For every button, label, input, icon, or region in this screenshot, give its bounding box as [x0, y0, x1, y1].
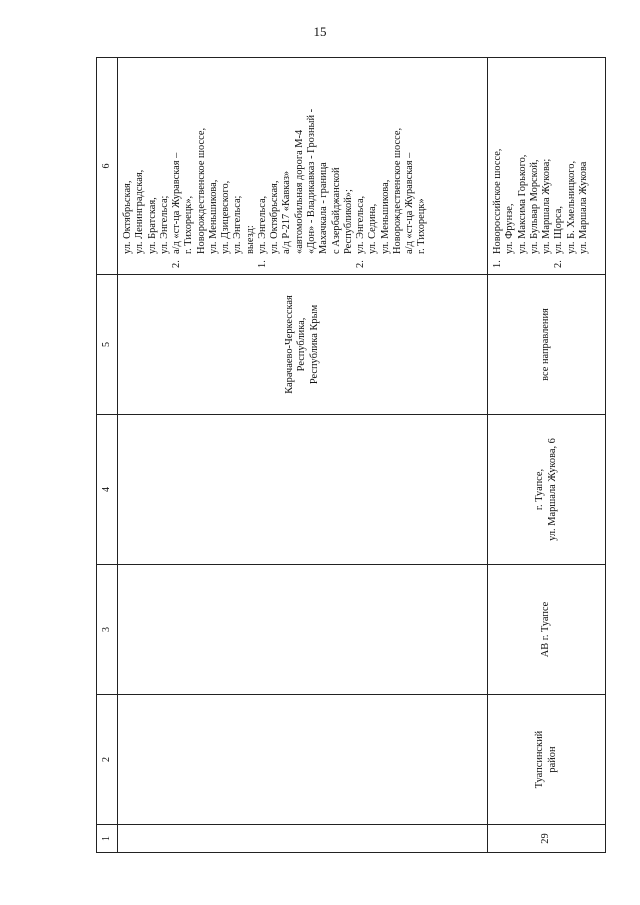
table-container	[96, 58, 601, 853]
route-item-number	[147, 254, 159, 268]
cell-row-a-col2	[118, 695, 488, 825]
address-line: ул. Маршала Жукова, 6	[546, 438, 558, 541]
route-item-text: ул. Энгельса;	[158, 195, 170, 254]
route-line	[553, 64, 565, 268]
table-row-continuation	[118, 58, 488, 853]
route-line	[220, 64, 232, 268]
route-line	[367, 64, 379, 268]
route-line	[380, 64, 392, 268]
cell-bus-station: АВ г. Туапсе	[488, 565, 606, 695]
route-line	[269, 64, 281, 268]
route-item-text: ул. Маршала Жукова	[577, 161, 589, 254]
route-item-number	[529, 254, 541, 268]
route-item-text: Новороссийское шоссе,	[492, 148, 503, 254]
route-item-number	[306, 254, 318, 268]
page-number: 15	[313, 24, 327, 39]
route-item-text: ул. Бульвар Морской,	[528, 159, 540, 254]
route-line	[504, 64, 516, 268]
route-item-text: ул. Октябрьская,	[122, 180, 133, 254]
route-item-text: ул. Меньшикова,	[379, 179, 391, 254]
route-line	[281, 64, 293, 268]
route-line	[171, 64, 183, 268]
column-number-6: 6	[97, 58, 118, 275]
routes-table	[96, 57, 606, 853]
route-item-text: а/д «ст-ца Журавская –	[404, 152, 416, 254]
route-line	[566, 64, 578, 268]
route-item-number: 2.	[171, 260, 183, 268]
directions-line: Карачаево-Черкесская	[284, 295, 296, 394]
address-line: г. Туапсе,	[534, 468, 546, 511]
route-line	[578, 64, 590, 268]
cell-directions: все направления	[488, 275, 606, 415]
cell-address	[488, 415, 606, 565]
route-line	[257, 64, 269, 268]
route-item-number	[331, 254, 343, 268]
route-item-number	[367, 254, 379, 268]
column-number-3: 3	[97, 565, 118, 695]
route-line	[416, 64, 428, 268]
route-item-number	[281, 254, 293, 268]
route-section-label	[245, 64, 257, 268]
route-item-text: ул. Октябрьская,	[269, 180, 281, 254]
cell-row-number: 29	[488, 825, 606, 853]
route-item-number	[566, 254, 578, 268]
cell-row-a-route	[118, 58, 488, 275]
column-number-row	[97, 58, 118, 853]
route-item-text: а/д «ст-ца Журавская –	[171, 152, 183, 254]
route-item-text: ул. Маршала Жукова;	[541, 158, 553, 254]
route-item-number	[208, 254, 220, 268]
route-line	[355, 64, 367, 268]
route-item-text: ул. Максима Горького,	[516, 154, 528, 254]
route-line	[134, 64, 146, 268]
route-item-number	[504, 254, 516, 268]
route-item-number: 2.	[355, 260, 367, 268]
route-item-number	[220, 254, 232, 268]
route-line	[196, 64, 208, 268]
column-number-4: 4	[97, 415, 118, 565]
directions-line: Республика Крым	[308, 304, 320, 385]
route-line	[183, 64, 195, 268]
route-item-number	[183, 254, 195, 268]
route-item-number	[196, 254, 208, 268]
route-item-number	[343, 254, 355, 268]
route-item-text: выезд:	[244, 225, 256, 254]
directions-line: Республика,	[296, 317, 308, 372]
route-line	[147, 64, 159, 268]
route-item-number	[134, 254, 146, 268]
route-item-text: Новорождественское шоссе,	[391, 127, 403, 254]
route-item-text: ул. Седина,	[367, 203, 379, 254]
route-line	[492, 64, 504, 268]
route-item-number	[578, 254, 590, 268]
rotated-table-frame	[96, 58, 601, 853]
route-item-text: с Азербайджанской	[330, 167, 342, 254]
route-item-number	[294, 254, 306, 268]
route-item-number	[380, 254, 392, 268]
column-number-2: 2	[97, 695, 118, 825]
route-item-text: «автомобильная дорога М-4	[293, 129, 305, 254]
route-item-number: 2.	[553, 260, 565, 268]
route-line	[232, 64, 244, 268]
route-item-text: ул. Меньшикова,	[207, 179, 219, 254]
route-item-text: Новорождественское шоссе,	[195, 127, 207, 254]
route-item-number	[416, 254, 428, 268]
route-item-number	[159, 254, 171, 268]
route-item-number	[318, 254, 330, 268]
route-item-text: ул. Ленинградская,	[134, 169, 146, 254]
route-item-number	[541, 254, 553, 268]
route-item-number	[232, 254, 244, 268]
route-item-text: ул. Энгельса;	[232, 195, 244, 254]
route-item-number	[404, 254, 416, 268]
route-line	[159, 64, 171, 268]
route-item-number: 1.	[256, 260, 268, 268]
route-item-number	[269, 254, 281, 268]
route-line	[306, 64, 318, 268]
cell-row-a-col1	[118, 825, 488, 853]
route-item-number: 1.	[492, 260, 503, 268]
route-item-number	[392, 254, 404, 268]
cell-row-a-directions	[118, 275, 488, 415]
route-item-text: ул. Братская,	[146, 197, 158, 254]
route-line	[517, 64, 529, 268]
district-line: район	[546, 746, 558, 773]
route-line	[404, 64, 416, 268]
route-line	[318, 64, 330, 268]
route-item-text: г. Тихорецк»	[416, 198, 428, 254]
route-item-text: ул. Фрунзе,	[504, 203, 516, 254]
route-item-text: «Дон» - Владикавказ - Грозный -	[305, 108, 317, 254]
route-item-text: ул. Б. Хмельницкого,	[565, 160, 577, 254]
cell-route	[488, 58, 606, 275]
route-line	[343, 64, 355, 268]
route-line	[331, 64, 343, 268]
route-item-text: Республикой»;	[342, 189, 354, 254]
route-item-text: г. Тихорецк»,	[183, 195, 195, 254]
route-line	[208, 64, 220, 268]
route-item-number	[245, 254, 257, 268]
table-row-29	[488, 58, 606, 853]
route-item-text: ул. Энгельса,	[256, 195, 268, 254]
column-number-5: 5	[97, 275, 118, 415]
route-line	[529, 64, 541, 268]
route-item-number	[517, 254, 529, 268]
route-line	[541, 64, 553, 268]
route-item-text: Махачкала - граница	[318, 162, 330, 254]
route-line	[294, 64, 306, 268]
route-item-text: ул. Щорса,	[553, 206, 565, 254]
route-item-text: а/д Р-217 «Кавказ»	[281, 170, 293, 254]
district-line: Туапсинский	[534, 730, 546, 789]
route-item-text: ул. Энгельса,	[355, 195, 367, 254]
route-item-text: ул. Дзицевского,	[220, 180, 232, 254]
cell-row-a-col3	[118, 565, 488, 695]
column-number-1: 1	[97, 825, 118, 853]
route-line	[122, 64, 134, 268]
cell-district	[488, 695, 606, 825]
route-item-number	[122, 254, 134, 268]
route-line	[392, 64, 404, 268]
cell-row-a-col4	[118, 415, 488, 565]
